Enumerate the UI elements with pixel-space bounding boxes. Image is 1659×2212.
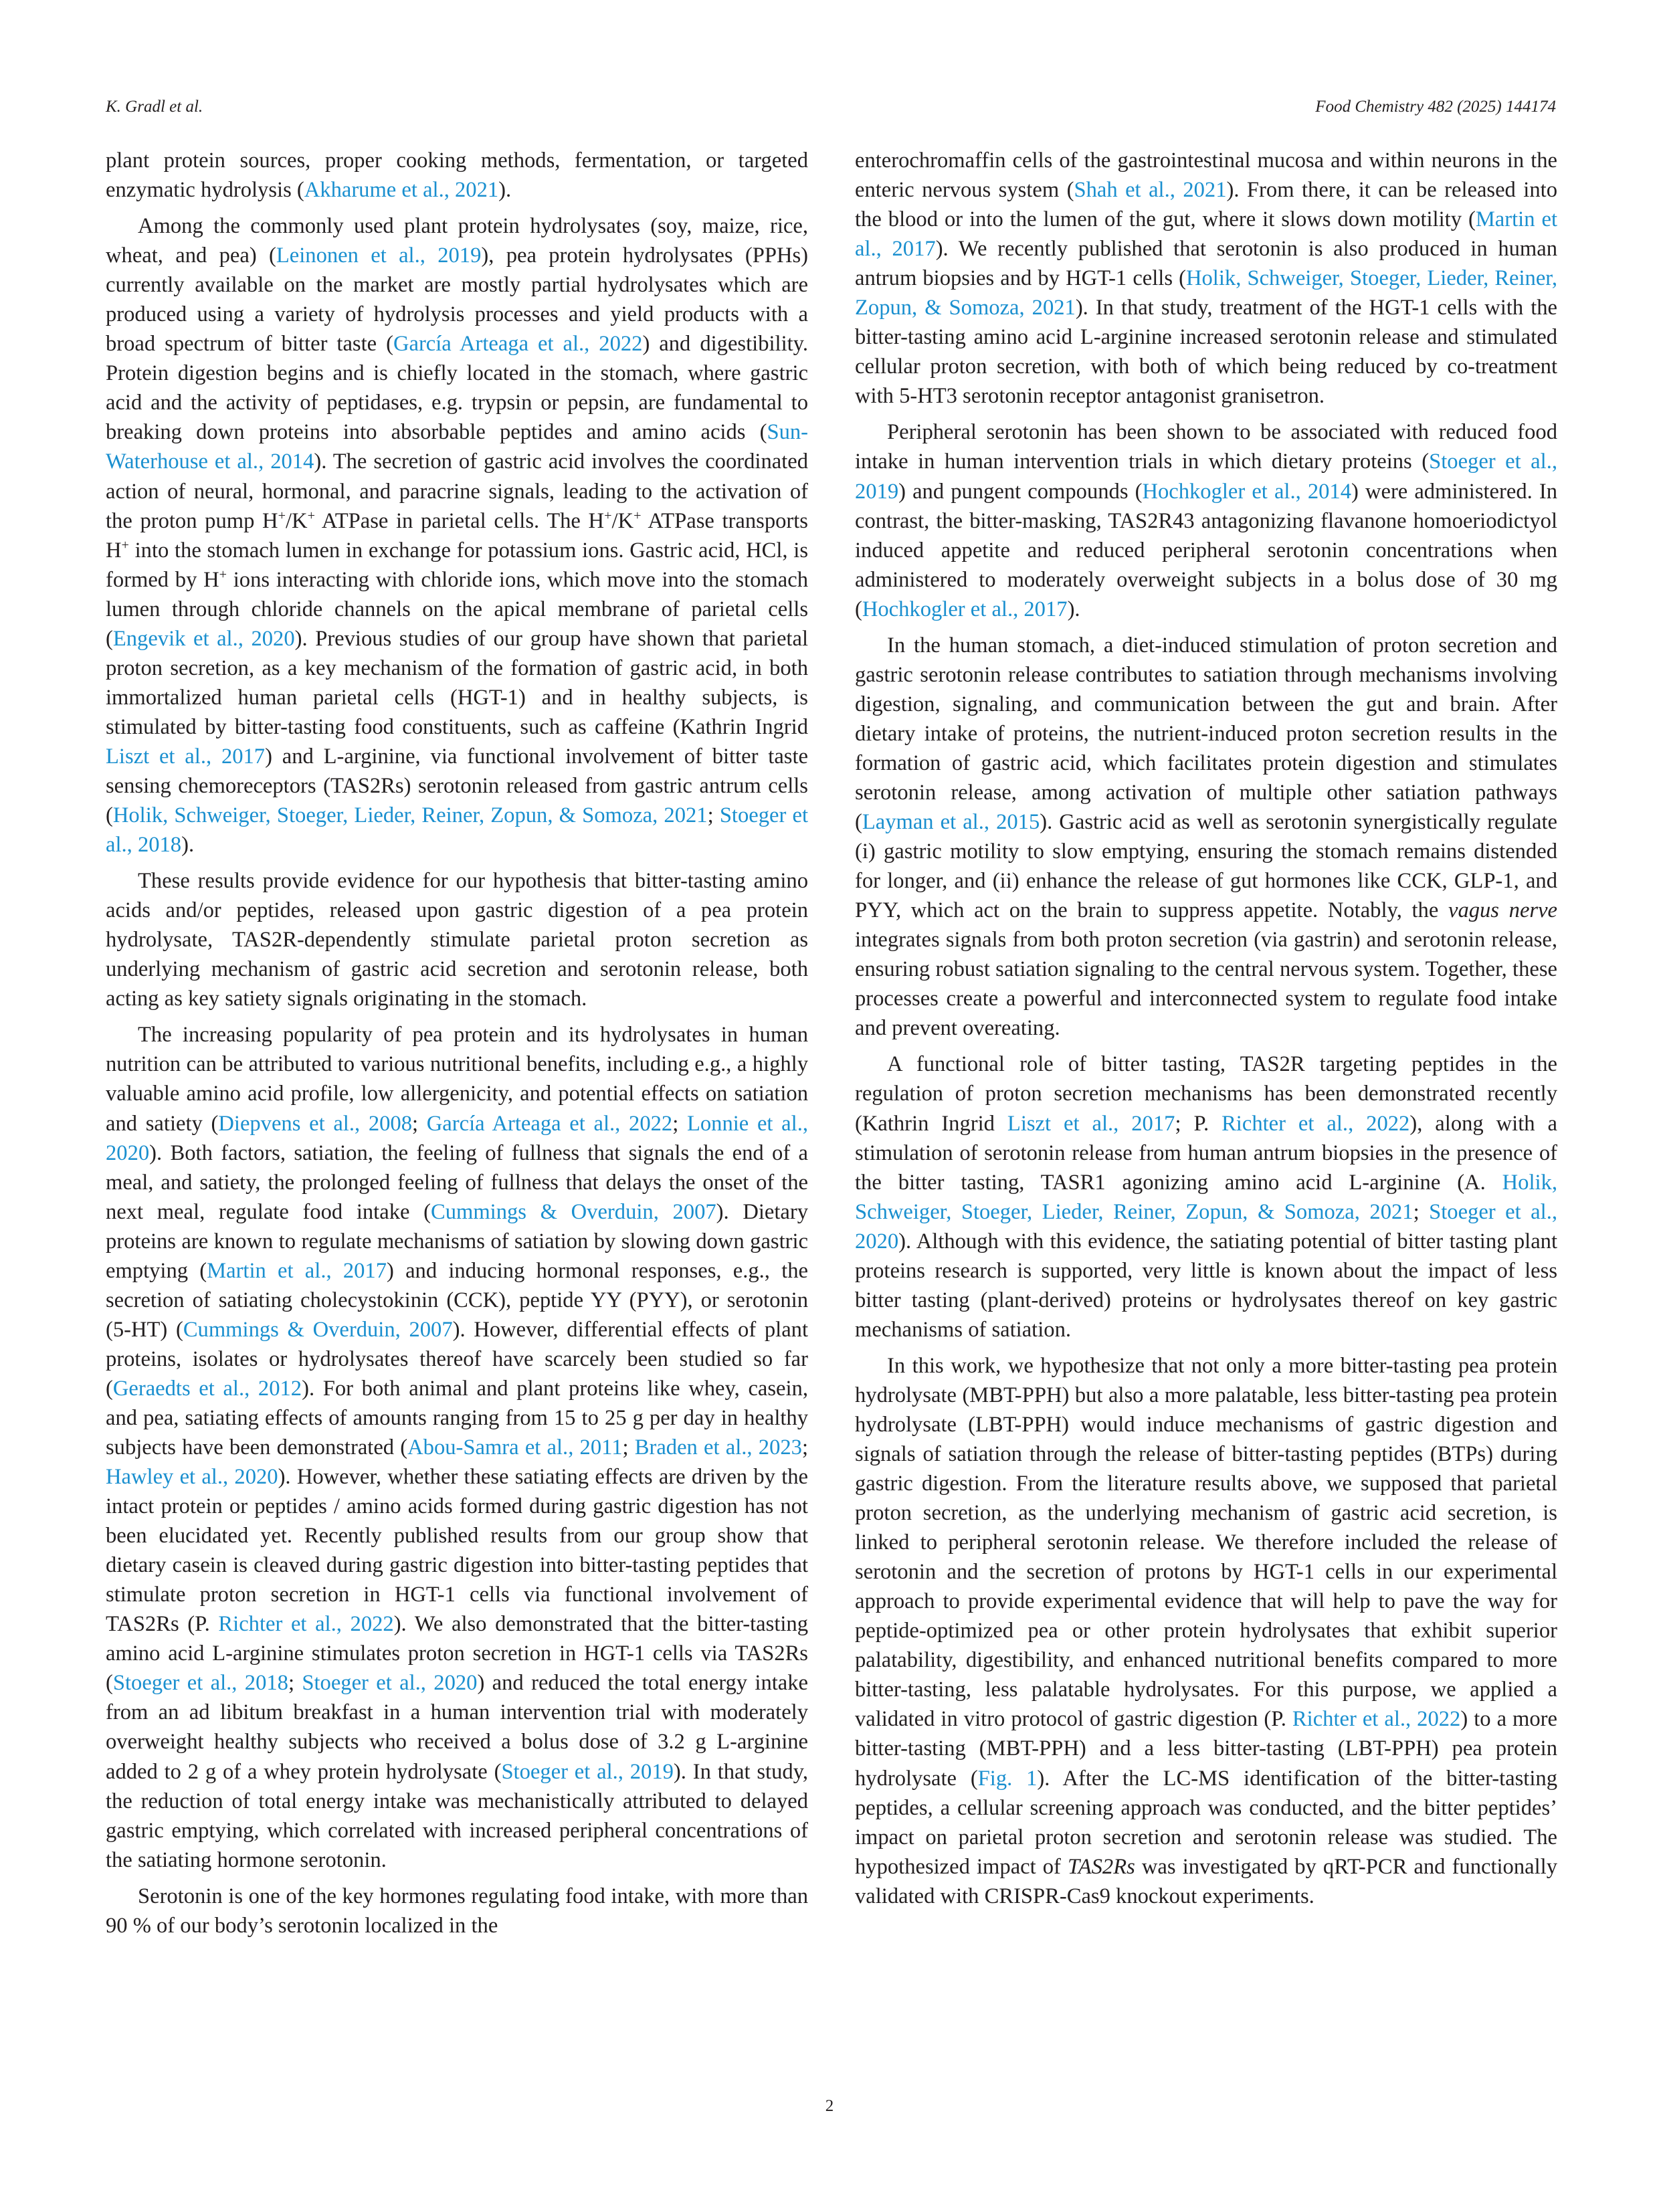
citation-link[interactable]: Richter et al., 2022 <box>1222 1111 1410 1136</box>
citation-link[interactable]: Braden et al., 2023 <box>634 1435 802 1460</box>
citation-link[interactable]: Stoeger et al., 2020 <box>302 1671 478 1696</box>
citation-link[interactable]: Martin et al., 2017 <box>855 207 1558 262</box>
citation-link[interactable]: Abou-Samra et al., 2011 <box>407 1435 623 1460</box>
citation-link[interactable]: Geraedts et al., 2012 <box>112 1376 302 1401</box>
citation-link[interactable]: Leinonen et al., 2019 <box>276 243 482 268</box>
citation-link[interactable]: Diepvens et al., 2008 <box>218 1111 413 1136</box>
citation-link[interactable]: Holik, Schweiger, Stoeger, Lieder, Reiner, Zopun, & Somoza, 2021 <box>112 803 708 828</box>
citation-link[interactable]: Shah et al., 2021 <box>1074 178 1227 203</box>
citation-link[interactable]: Cummings & Overduin, 2007 <box>183 1317 453 1342</box>
right-column <box>855 146 1557 1918</box>
citation-link[interactable]: Stoeger et al., 2018 <box>112 1671 288 1696</box>
citation-link[interactable]: Liszt et al., 2017 <box>1007 1111 1175 1136</box>
citation-link[interactable]: Akharume et al., 2021 <box>304 178 499 203</box>
paragraph: enterochromaffin cells of the gastrointestinal mucosa and within neurons in the enteric nervous system (Shah et al., 2021). From there, it can be released into the blood or into the lumen of the gut, where it slows down motility (Martin et al., 2017). We recently published that serotonin is also produced in human antrum biopsies and by HGT-1 cells (Holik, Schweiger, Stoeger, Lieder, Reiner, Zopun, & Somoza, 2021). In that study, treatment of the HGT-1 cells with the bitter-tasting amino acid L-arginine increased serotonin release and stimulated cellular proton secretion, with both of which being reduced by co-treatment with 5-HT3 serotonin receptor antagonist granisetron. <box>855 148 1558 409</box>
paragraph: Peripheral serotonin has been shown to be associated with reduced food intake in human intervention trials in which dietary proteins (Stoeger et al., 2019) and pungent compounds (Hochkogler et al., 2014) were administered. In contrast, the bitter-masking, TAS2R43 antagonizing flavanone homoeriodictyol induced appetite and reduced peripheral serotonin concentrations when administered to moderately overweight subjects in a bolus dose of 30 mg (Hochkogler et al., 2017). <box>855 420 1557 621</box>
citation-link[interactable]: 2015 <box>996 810 1040 835</box>
citation-link[interactable]: Hochkogler et al., 2017 <box>862 597 1068 621</box>
citation-link[interactable]: García Arteaga et al., 2022 <box>393 332 643 357</box>
paragraph: These results provide evidence for our hypothesis that bitter-tasting amino acids and/or peptides, released upon gastric digestion of a pea protein hydrolysate, TAS2R-dependently stimulate parietal proton secretion as underlying mechanism of gastric acid secretion and serotonin release, both acting as key satiety signals originating in the stomach. <box>106 869 808 1011</box>
paragraph: In the human stomach, a diet-induced stimulation of proton secretion and gastric serotonin release contributes to satiation through mechanisms involving digestion, signaling, and communication between the gut and brain. After dietary intake of proteins, the nutrient-induced proton secretion results in the formation of gastric acid, which facilitates protein digestion and stimulates serotonin release, among activation of multiple other satiation pathways (Layman et al., 2015). Gastric acid as well as serotonin synergistically regulate (i) gastric motility to slow emptying, ensuring the stomach remains distended for longer, and (ii) enhance the release of gut hormones like CCK, GLP-1, and PYY, which act on the brain to suppress appetite. Notably, the vagus nerve integrates signals from both proton secretion (via gastrin) and serotonin release, ensuring robust satiation signaling to the central nervous system. Together, these processes create a powerful and interconnected system to regulate food intake and prevent overeating. <box>855 633 1558 1041</box>
running-header-authors: K. Gradl et al. <box>106 98 203 116</box>
citation-link[interactable]: Stoeger et al., 2019 <box>855 449 1557 504</box>
paragraph: In this work, we hypothesize that not only a more bitter-tasting pea protein hydrolysate (MBT-PPH) but also a more palatable, less bitter-tasting pea protein hydrolysate (LBT-PPH) would induce mechanisms of gastric digestion and signals of satiation through the release of bitter-tasting peptides (BTPs) during gastric digestion. From the literature results above, we supposed that parietal proton secretion, as the underlying mechanism of gastric acid secretion, is linked to peripheral serotonin release. We therefore included the release of serotonin and the secretion of protons by HGT-1 cells in our experimental approach to provide experimental evidence that will help to pave the way for peptide-optimized pea or other protein hydrolysates that exhibit superior palatability, digestibility, and enhanced nutritional benefits compared to more bitter-tasting, less palatable hydrolysates. For this purpose, we applied a validated in vitro protocol of gastric digestion (P. Richter et al., 2022) to a more bitter-tasting (MBT-PPH) and a less bitter-tasting (LBT-PPH) pea protein hydrolysate (Fig. 1). After the LC-MS identification of the bitter-tasting peptides, a cellular screening approach was conducted, and the bitter peptides’ impact on parietal proton secretion and serotonin release was studied. The hypothesized impact of TAS2Rs was investigated by qRT-PCR and functionally validated with CRISPR-Cas9 knockout experiments. <box>855 1353 1557 1908</box>
citation-link[interactable]: Hawley et al., 2020 <box>106 1465 278 1490</box>
citation-link[interactable]: Stoeger et al., 2020 <box>855 1199 1557 1253</box>
citation-link[interactable]: Liszt et al., 2017 <box>106 744 266 769</box>
page-number: 2 <box>825 2097 834 2115</box>
paragraph: Serotonin is one of the key hormones regulating food intake, with more than 90 % of our body’s serotonin localized in the <box>106 1884 808 1938</box>
citation-link[interactable]: Holik, Schweiger, Stoeger, Lieder, Reiner, Zopun, & Somoza, 2021 <box>855 1170 1557 1224</box>
left-column <box>106 146 808 1947</box>
citation-link[interactable]: Layman et al., <box>862 810 990 835</box>
figure-link[interactable]: Fig. 1 <box>977 1766 1038 1791</box>
citation-link[interactable]: Cummings & Overduin, 2007 <box>430 1199 716 1224</box>
citation-link[interactable]: Richter et al., 2022 <box>218 1612 394 1637</box>
paragraph: Among the commonly used plant protein hydrolysates (soy, maize, rice, wheat, and pea) (Leinonen et al., 2019), pea protein hydrolysates (PPHs) currently available on the market are mostly partial hydrolysates which are produced using a variety of hydrolysis processes and yield products with a broad spectrum of bitter taste (García Arteaga et al., 2022) and digestibility. Protein digestion begins and is chiefly located in the stomach, where gastric acid and the activity of peptidases, e.g. trypsin or pepsin, are fundamental to breaking down proteins into absorbable peptides and amino acids (Sun-Waterhouse et al., 2014). The secretion of gastric acid involves the coordinated action of neural, hormonal, and paracrine signals, leading to the activation of the proton pump H+/K+ ATPase in parietal cells. The H+/K+ ATPase transports H+ into the stomach lumen in exchange for potassium ions. Gastric acid, HCl, is formed by H+ ions interacting with chloride ions, which move into the stomach lumen through chloride channels on the apical membrane of parietal cells (Engevik et al., 2020). Previous studies of our group have shown that parietal proton secretion, as a key mechanism of the formation of gastric acid, in both immortalized human parietal cells (HGT-1) and in healthy subjects, is stimulated by bitter-tasting food constituents, such as caffeine (Kathrin Ingrid Liszt et al., 2017) and L-arginine, via functional involvement of bitter taste sensing chemoreceptors (TAS2Rs) serotonin released from gastric antrum cells (Holik, Schweiger, Stoeger, Lieder, Reiner, Zopun, & Somoza, 2021; Stoeger et al., 2018). <box>106 214 809 858</box>
paragraph: A functional role of bitter tasting, TAS2R targeting peptides in the regulation of proton secretion mechanisms has been demonstrated recently (Kathrin Ingrid Liszt et al., 2017; P. Richter et al., 2022), along with a stimulation of serotonin release from human antrum biopsies in the presence of the bitter tasting, TASR1 agonizing amino acid L-arginine (A. Holik, Schweiger, Stoeger, Lieder, Reiner, Zopun, & Somoza, 2021; Stoeger et al., 2020). Although with this evidence, the satiating potential of bitter tasting plant proteins research is supported, very little is known about the impact of less bitter tasting (plant-derived) proteins or hydrolysates thereof on key gastric mechanisms of satiation. <box>855 1052 1557 1342</box>
citation-link[interactable]: Engevik et al., 2020 <box>112 626 295 651</box>
citation-link[interactable]: Stoeger et al., 2019 <box>501 1759 674 1784</box>
citation-link[interactable]: Martin et al., 2017 <box>207 1258 387 1283</box>
paragraph: The increasing popularity of pea protein and its hydrolysates in human nutrition can be attributed to various nutritional benefits, including e.g., a highly valuable amino acid profile, low allergenicity, and potential effects on satiation and satiety (Diepvens et al., 2008; García Arteaga et al., 2022; Lonnie et al., 2020). Both factors, satiation, the feeling of fullness that signals the end of a meal, and satiety, the prolonged feeling of fullness that delays the onset of the next meal, regulate food intake (Cummings & Overduin, 2007). Dietary proteins are known to regulate mechanisms of satiation by slowing down gastric emptying (Martin et al., 2017) and inducing hormonal responses, e.g., the secretion of satiating cholecystokinin (CCK), peptide YY (PYY), or serotonin (5-HT) (Cummings & Overduin, 2007). However, differential effects of plant proteins, isolates or hydrolysates thereof have scarcely been studied so far (Geraedts et al., 2012). For both animal and plant proteins like whey, casein, and pea, satiating effects of amounts ranging from 15 to 25 g per day in healthy subjects have been demonstrated (Abou-Samra et al., 2011; Braden et al., 2023; Hawley et al., 2020). However, whether these satiating effects are driven by the intact protein or peptides / amino acids formed during gastric digestion has not been elucidated yet. Recently published results from our group show that dietary casein is cleaved during gastric digestion into bitter-tasting peptides that stimulate proton secretion in HGT-1 cells via functional involvement of TAS2Rs (P. Richter et al., 2022). We also demonstrated that the bitter-tasting amino acid L-arginine stimulates proton secretion in HGT-1 cells via TAS2Rs (Stoeger et al., 2018; Stoeger et al., 2020) and reduced the total energy intake from an ad libitum breakfast in a human intervention trial with moderately overweight healthy subjects who received a bolus dose of 3.2 g L-arginine added to 2 g of a whey protein hydrolysate (Stoeger et al., 2019). In that study, the reduction of total energy intake was mechanistically attributed to delayed gastric emptying, which correlated with increased peripheral concentrations of the satiating hormone serotonin. <box>106 1023 809 1872</box>
running-header-journal: Food Chemistry 482 (2025) 144174 <box>1315 98 1556 116</box>
citation-link[interactable]: Holik, Schweiger, Stoeger, Lieder, Reiner, Zopun, & Somoza, 2021 <box>855 266 1557 320</box>
citation-link[interactable]: Hochkogler et al., 2014 <box>1142 479 1352 504</box>
citation-link[interactable]: Stoeger et al., 2018 <box>106 803 809 858</box>
paragraph: plant protein sources, proper cooking methods, fermentation, or targeted enzymatic hydrolysis (Akharume et al., 2021). <box>106 148 808 203</box>
citation-link[interactable]: García Arteaga et al., 2022 <box>426 1111 673 1136</box>
citation-link[interactable]: Richter et al., 2022 <box>1292 1707 1461 1732</box>
citation-link[interactable]: Sun-Waterhouse et al., 2014 <box>106 420 808 474</box>
citation-link[interactable]: Lonnie et al., 2020 <box>106 1111 808 1165</box>
